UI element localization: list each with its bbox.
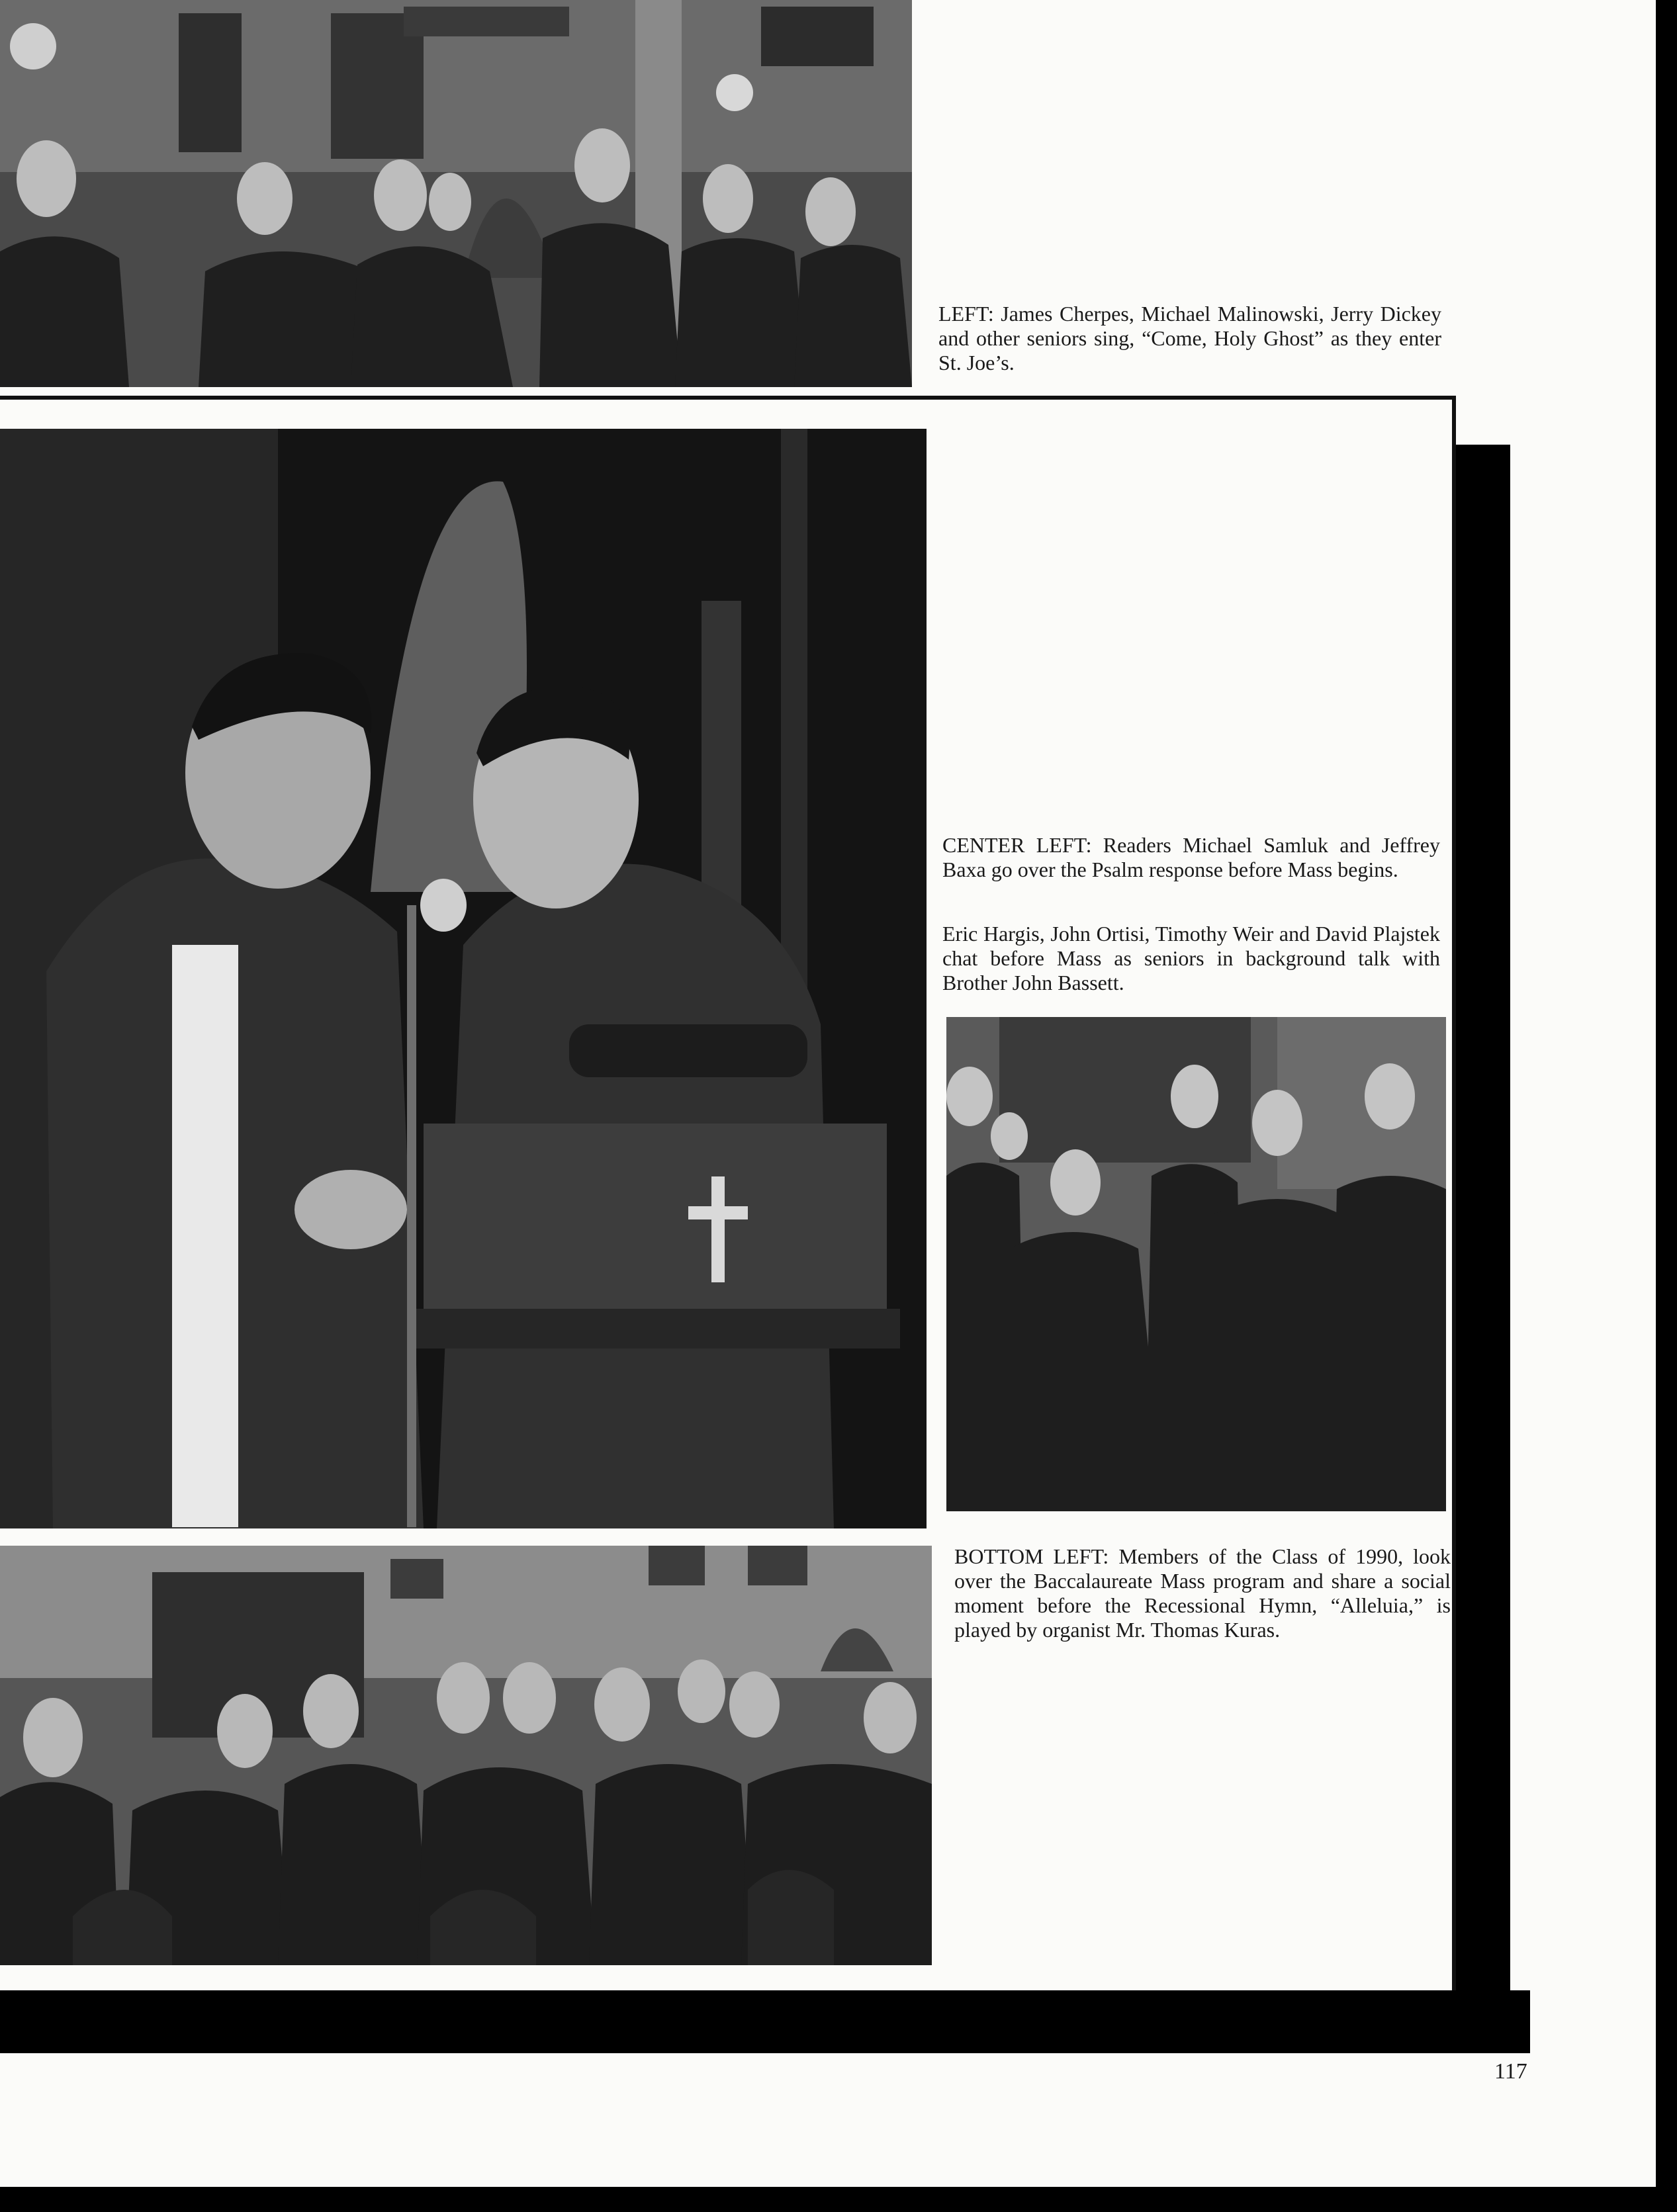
photo-seniors-chatting — [946, 1017, 1446, 1511]
photo-seniors-procession — [0, 0, 912, 387]
photo-seniors-pews — [0, 1546, 932, 1965]
frame-rule-top — [0, 396, 1456, 400]
caption-center: CENTER LEFT: Readers Michael Samluk and Jeffrey Baxa go over the Psalm response before Mass begins. — [942, 833, 1440, 881]
page-number: 117 — [1494, 2059, 1527, 2084]
frame-shadow-bottom — [0, 1990, 1530, 2053]
caption-bottom: BOTTOM LEFT: Members of the Class of 1990, look over the Baccalaureate Mass program and share a social moment before the Recessional Hymn, “Alleluia,” is played by organist Mr. Thomas Kuras. — [954, 1544, 1451, 1642]
caption-top: LEFT: James Cherpes, Michael Malinowski, Jerry Dickey and other seniors sing, “Come, Holy Ghost” as they enter St. Joe’s. — [938, 302, 1441, 375]
frame-shadow-right — [1456, 445, 1510, 2039]
photo-readers-lectern — [0, 429, 927, 1528]
caption-middle: Eric Hargis, John Ortisi, Timothy Weir and David Plajstek chat before Mass as seniors in background talk with Brother John Bassett. — [942, 922, 1440, 995]
